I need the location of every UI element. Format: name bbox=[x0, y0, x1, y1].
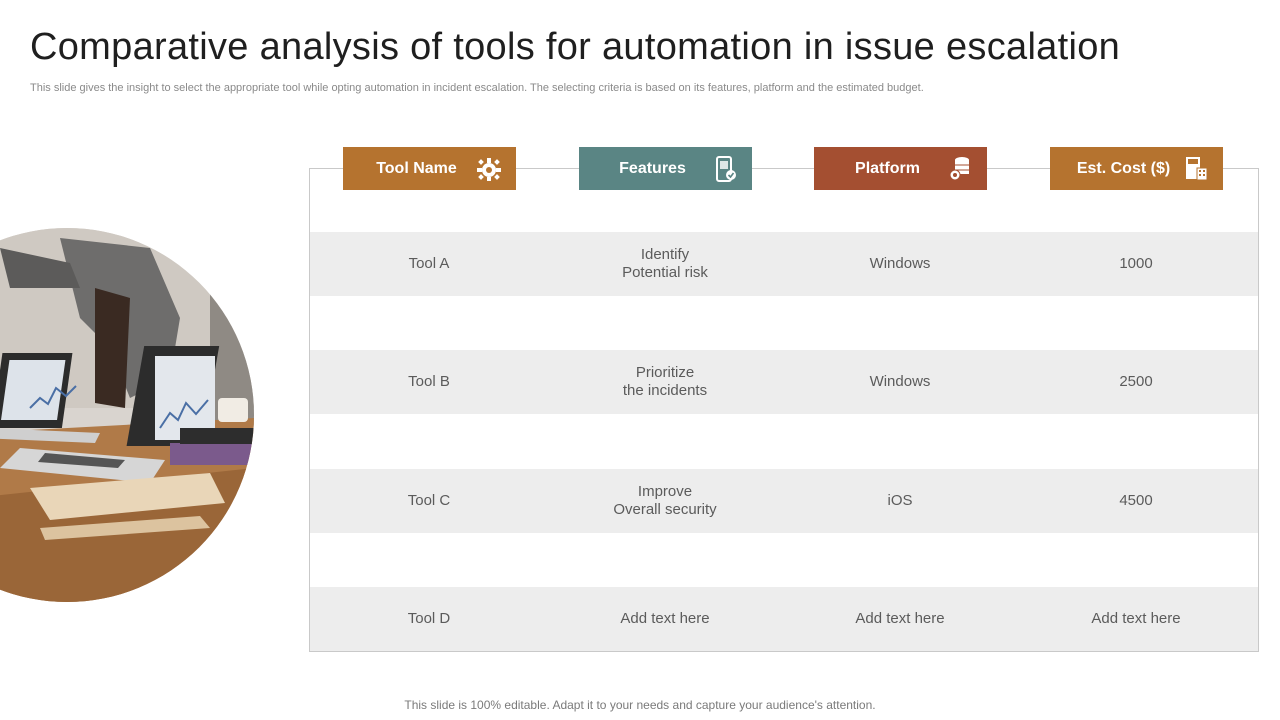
database-gear-icon bbox=[947, 156, 973, 182]
cell-tool: Tool C bbox=[407, 492, 451, 509]
table-row bbox=[310, 587, 1258, 651]
cell-cost: 2500 bbox=[1119, 373, 1153, 390]
header-tool-name bbox=[343, 147, 516, 190]
table-row bbox=[310, 469, 1258, 533]
cell-feature bbox=[555, 364, 775, 400]
header-tool-name-label: Tool Name bbox=[376, 159, 457, 177]
cell-tool: Tool B bbox=[408, 373, 450, 390]
cell-feature-line2: the incidents bbox=[622, 382, 708, 399]
calculator-icon bbox=[1183, 156, 1209, 182]
cell-platform: Windows bbox=[869, 373, 931, 390]
cell-feature bbox=[555, 246, 775, 282]
table-row bbox=[310, 350, 1258, 414]
footer-note: This slide is 100% editable. Adapt it to your needs and capture your audience's attention. bbox=[404, 698, 876, 712]
cell-feature-line2: Overall security bbox=[613, 501, 717, 518]
cell-tool: Tool A bbox=[408, 255, 450, 272]
cell-cost: Add text here bbox=[1091, 610, 1181, 627]
header-features bbox=[579, 147, 752, 190]
cell-tool: Tool D bbox=[407, 610, 451, 627]
cell-feature: Add text here bbox=[620, 610, 710, 627]
cell-feature bbox=[555, 483, 775, 519]
office-photo bbox=[0, 228, 254, 602]
cell-platform: iOS bbox=[887, 492, 913, 509]
gear-icon bbox=[476, 156, 502, 182]
slide-subtitle: This slide gives the insight to select the appropriate tool while opting automation in incident escalation. The selecting criteria is based on its features, platform and the estimated budget. bbox=[30, 82, 924, 94]
cell-feature-line2: Potential risk bbox=[622, 264, 708, 281]
table-row bbox=[310, 232, 1258, 296]
cell-platform: Windows bbox=[869, 255, 931, 272]
header-platform bbox=[814, 147, 987, 190]
header-platform-label: Platform bbox=[855, 159, 920, 177]
cell-cost: 1000 bbox=[1119, 255, 1153, 272]
cell-feature-line1: Improve bbox=[637, 483, 693, 500]
cell-feature-line1: Prioritize bbox=[635, 364, 695, 381]
header-features-label: Features bbox=[619, 159, 686, 177]
cell-platform: Add text here bbox=[855, 610, 945, 627]
cell-feature-line1: Identify bbox=[640, 246, 690, 263]
cell-cost: 4500 bbox=[1119, 492, 1153, 509]
header-est-cost bbox=[1050, 147, 1223, 190]
mobile-check-icon bbox=[712, 156, 738, 182]
slide-title: Comparative analysis of tools for automation in issue escalation bbox=[30, 26, 1121, 68]
header-est-cost-label: Est. Cost ($) bbox=[1076, 159, 1171, 177]
